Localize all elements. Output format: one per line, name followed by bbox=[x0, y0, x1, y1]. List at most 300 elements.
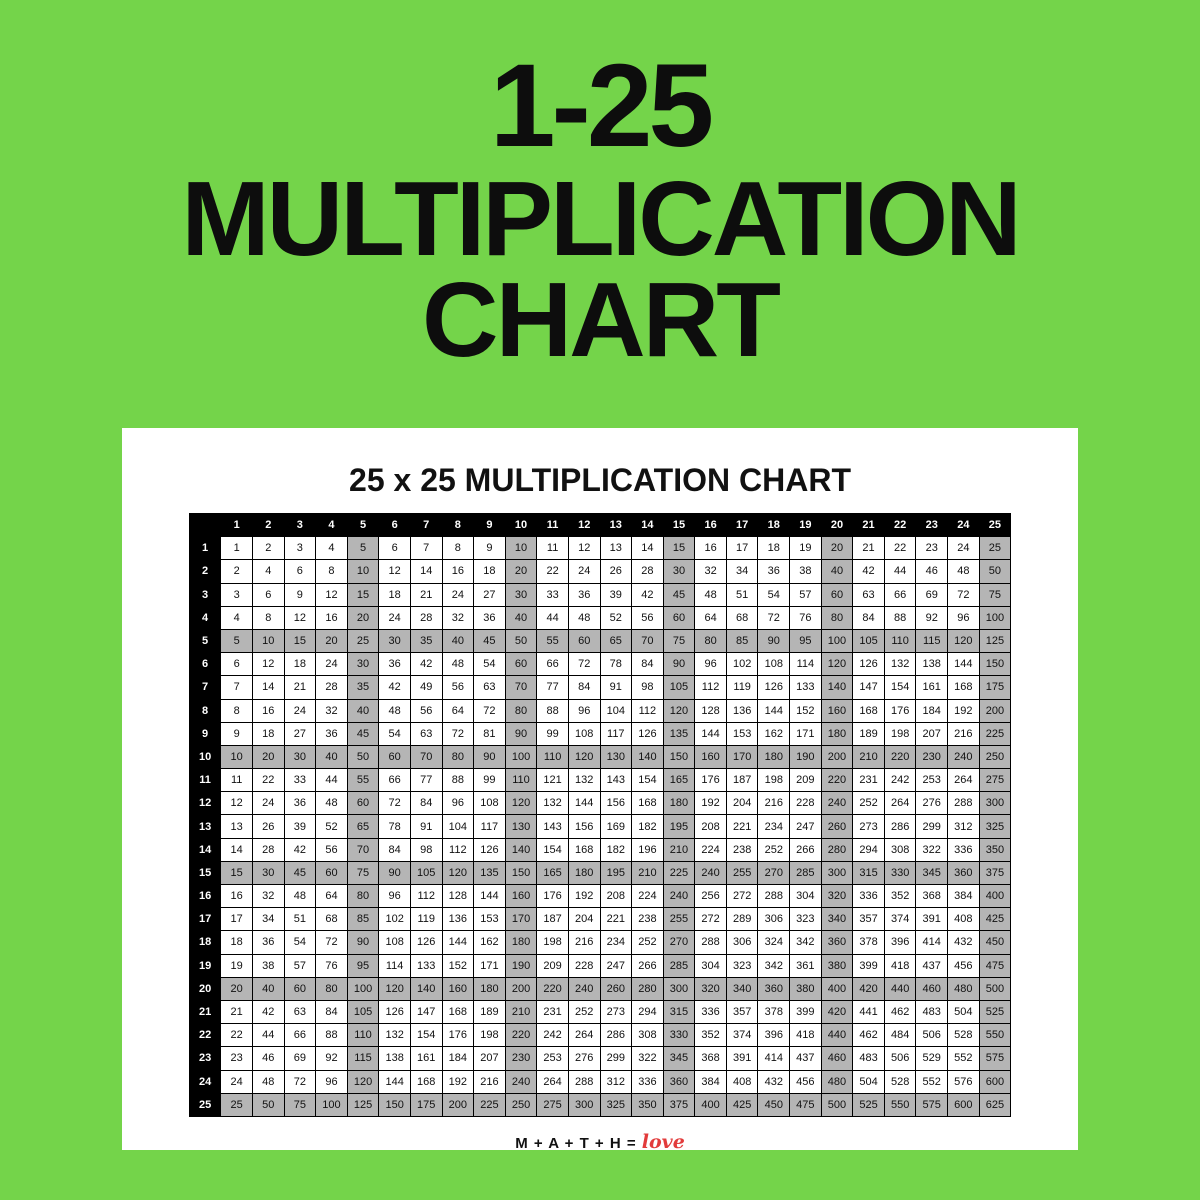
table-cell: 350 bbox=[632, 1093, 664, 1116]
table-cell: 75 bbox=[979, 583, 1011, 606]
table-cell: 242 bbox=[537, 1024, 569, 1047]
table-cell: 48 bbox=[948, 560, 980, 583]
table-cell: 140 bbox=[410, 977, 442, 1000]
table-cell: 13 bbox=[221, 815, 253, 838]
table-cell: 45 bbox=[474, 629, 506, 652]
table-cell: 108 bbox=[379, 931, 411, 954]
table-cell: 18 bbox=[284, 653, 316, 676]
table-cell: 12 bbox=[252, 653, 284, 676]
table-cell: 255 bbox=[726, 861, 758, 884]
table-cell: 234 bbox=[600, 931, 632, 954]
table-cell: 345 bbox=[663, 1047, 695, 1070]
table-cell: 180 bbox=[505, 931, 537, 954]
multiplication-table bbox=[189, 513, 1011, 1117]
table-cell: 14 bbox=[632, 537, 664, 560]
table-cell: 4 bbox=[221, 606, 253, 629]
table-cell: 132 bbox=[379, 1024, 411, 1047]
table-cell: 360 bbox=[758, 977, 790, 1000]
table-cell: 54 bbox=[379, 722, 411, 745]
table-cell: 42 bbox=[252, 1000, 284, 1023]
table-cell: 12 bbox=[379, 560, 411, 583]
table-row bbox=[189, 931, 1010, 954]
table-cell: 198 bbox=[537, 931, 569, 954]
table-cell: 42 bbox=[632, 583, 664, 606]
table-cell: 153 bbox=[726, 722, 758, 745]
table-cell: 120 bbox=[379, 977, 411, 1000]
table-cell: 357 bbox=[726, 1000, 758, 1023]
table-cell: 150 bbox=[505, 861, 537, 884]
table-cell: 204 bbox=[726, 792, 758, 815]
table-cell: 342 bbox=[790, 931, 822, 954]
table-cell: 475 bbox=[790, 1093, 822, 1116]
table-cell: 414 bbox=[916, 931, 948, 954]
table-cell: 462 bbox=[884, 1000, 916, 1023]
table-cell: 100 bbox=[979, 606, 1011, 629]
table-cell: 15 bbox=[663, 537, 695, 560]
table-cell: 276 bbox=[568, 1047, 600, 1070]
table-cell: 170 bbox=[726, 745, 758, 768]
table-cell: 105 bbox=[410, 861, 442, 884]
table-cell: 209 bbox=[790, 769, 822, 792]
table-cell: 216 bbox=[948, 722, 980, 745]
table-cell: 18 bbox=[252, 722, 284, 745]
headline-line-1: 1-25 bbox=[489, 40, 711, 172]
table-cell: 288 bbox=[948, 792, 980, 815]
table-cell: 221 bbox=[726, 815, 758, 838]
table-cell: 250 bbox=[505, 1093, 537, 1116]
multiplication-table-wrap bbox=[122, 513, 1078, 1117]
brand-footer bbox=[122, 1131, 1078, 1153]
table-row bbox=[189, 861, 1010, 884]
table-cell: 120 bbox=[663, 699, 695, 722]
table-cell: 91 bbox=[600, 676, 632, 699]
table-cell: 16 bbox=[695, 537, 727, 560]
table-cell: 160 bbox=[821, 699, 853, 722]
table-cell: 76 bbox=[790, 606, 822, 629]
table-row bbox=[189, 537, 1010, 560]
table-cell: 8 bbox=[442, 537, 474, 560]
table-cell: 176 bbox=[884, 699, 916, 722]
column-header: 10 bbox=[505, 514, 537, 537]
row-header: 1 bbox=[189, 537, 221, 560]
table-cell: 308 bbox=[632, 1024, 664, 1047]
row-header: 10 bbox=[189, 745, 221, 768]
table-cell: 24 bbox=[221, 1070, 253, 1093]
table-cell: 176 bbox=[442, 1024, 474, 1047]
table-cell: 22 bbox=[884, 537, 916, 560]
table-cell: 252 bbox=[758, 838, 790, 861]
table-cell: 270 bbox=[758, 861, 790, 884]
table-cell: 65 bbox=[600, 629, 632, 652]
table-cell: 21 bbox=[221, 1000, 253, 1023]
table-cell: 208 bbox=[695, 815, 727, 838]
table-cell: 121 bbox=[537, 769, 569, 792]
table-cell: 252 bbox=[632, 931, 664, 954]
table-cell: 104 bbox=[442, 815, 474, 838]
table-cell: 63 bbox=[474, 676, 506, 699]
table-cell: 36 bbox=[252, 931, 284, 954]
table-cell: 32 bbox=[442, 606, 474, 629]
table-cell: 40 bbox=[316, 745, 348, 768]
table-cell: 525 bbox=[853, 1093, 885, 1116]
table-row bbox=[189, 1093, 1010, 1116]
table-cell: 216 bbox=[474, 1070, 506, 1093]
table-cell: 28 bbox=[316, 676, 348, 699]
table-cell: 52 bbox=[316, 815, 348, 838]
column-header: 15 bbox=[663, 514, 695, 537]
table-cell: 336 bbox=[632, 1070, 664, 1093]
table-cell: 88 bbox=[442, 769, 474, 792]
table-cell: 315 bbox=[853, 861, 885, 884]
table-cell: 175 bbox=[979, 676, 1011, 699]
table-cell: 46 bbox=[252, 1047, 284, 1070]
table-cell: 120 bbox=[442, 861, 474, 884]
table-cell: 84 bbox=[632, 653, 664, 676]
table-cell: 200 bbox=[979, 699, 1011, 722]
table-cell: 48 bbox=[316, 792, 348, 815]
table-cell: 21 bbox=[853, 537, 885, 560]
table-cell: 12 bbox=[316, 583, 348, 606]
table-cell: 147 bbox=[410, 1000, 442, 1023]
table-cell: 1 bbox=[221, 537, 253, 560]
table-cell: 242 bbox=[884, 769, 916, 792]
table-cell: 231 bbox=[853, 769, 885, 792]
table-cell: 15 bbox=[347, 583, 379, 606]
table-cell: 90 bbox=[505, 722, 537, 745]
table-cell: 320 bbox=[695, 977, 727, 1000]
table-cell: 117 bbox=[474, 815, 506, 838]
table-cell: 72 bbox=[379, 792, 411, 815]
table-cell: 308 bbox=[884, 838, 916, 861]
table-cell: 162 bbox=[474, 931, 506, 954]
column-header: 25 bbox=[979, 514, 1011, 537]
table-cell: 209 bbox=[537, 954, 569, 977]
table-cell: 196 bbox=[632, 838, 664, 861]
table-cell: 266 bbox=[632, 954, 664, 977]
row-header: 5 bbox=[189, 629, 221, 652]
table-cell: 320 bbox=[821, 885, 853, 908]
table-cell: 70 bbox=[632, 629, 664, 652]
table-cell: 228 bbox=[568, 954, 600, 977]
table-cell: 184 bbox=[442, 1047, 474, 1070]
table-cell: 420 bbox=[821, 1000, 853, 1023]
table-cell: 480 bbox=[948, 977, 980, 1000]
table-cell: 132 bbox=[884, 653, 916, 676]
table-cell: 483 bbox=[853, 1047, 885, 1070]
table-cell: 130 bbox=[600, 745, 632, 768]
table-cell: 18 bbox=[474, 560, 506, 583]
table-cell: 44 bbox=[316, 769, 348, 792]
table-cell: 10 bbox=[221, 745, 253, 768]
table-cell: 208 bbox=[600, 885, 632, 908]
table-cell: 32 bbox=[695, 560, 727, 583]
table-cell: 180 bbox=[474, 977, 506, 1000]
table-cell: 322 bbox=[916, 838, 948, 861]
table-cell: 396 bbox=[884, 931, 916, 954]
table-cell: 69 bbox=[916, 583, 948, 606]
table-cell: 18 bbox=[758, 537, 790, 560]
row-header: 2 bbox=[189, 560, 221, 583]
table-cell: 100 bbox=[821, 629, 853, 652]
table-cell: 22 bbox=[537, 560, 569, 583]
table-cell: 77 bbox=[410, 769, 442, 792]
table-cell: 24 bbox=[284, 699, 316, 722]
table-cell: 600 bbox=[979, 1070, 1011, 1093]
table-cell: 128 bbox=[442, 885, 474, 908]
table-cell: 325 bbox=[979, 815, 1011, 838]
table-cell: 64 bbox=[316, 885, 348, 908]
table-cell: 288 bbox=[568, 1070, 600, 1093]
table-row bbox=[189, 1024, 1010, 1047]
table-cell: 60 bbox=[347, 792, 379, 815]
table-cell: 8 bbox=[316, 560, 348, 583]
table-cell: 23 bbox=[916, 537, 948, 560]
table-cell: 39 bbox=[600, 583, 632, 606]
table-cell: 425 bbox=[726, 1093, 758, 1116]
table-cell: 136 bbox=[726, 699, 758, 722]
table-cell: 112 bbox=[695, 676, 727, 699]
table-cell: 17 bbox=[221, 908, 253, 931]
table-cell: 80 bbox=[442, 745, 474, 768]
table-cell: 216 bbox=[758, 792, 790, 815]
row-header: 21 bbox=[189, 1000, 221, 1023]
row-header: 14 bbox=[189, 838, 221, 861]
table-cell: 19 bbox=[790, 537, 822, 560]
column-header: 9 bbox=[474, 514, 506, 537]
table-cell: 72 bbox=[474, 699, 506, 722]
table-cell: 18 bbox=[221, 931, 253, 954]
table-cell: 168 bbox=[853, 699, 885, 722]
table-cell: 12 bbox=[568, 537, 600, 560]
table-cell: 26 bbox=[600, 560, 632, 583]
table-cell: 48 bbox=[695, 583, 727, 606]
table-cell: 12 bbox=[221, 792, 253, 815]
table-row bbox=[189, 792, 1010, 815]
table-cell: 45 bbox=[663, 583, 695, 606]
table-cell: 23 bbox=[221, 1047, 253, 1070]
table-cell: 315 bbox=[663, 1000, 695, 1023]
table-cell: 189 bbox=[474, 1000, 506, 1023]
table-cell: 9 bbox=[221, 722, 253, 745]
table-cell: 210 bbox=[663, 838, 695, 861]
table-cell: 144 bbox=[442, 931, 474, 954]
table-cell: 225 bbox=[663, 861, 695, 884]
row-header: 25 bbox=[189, 1093, 221, 1116]
table-cell: 171 bbox=[474, 954, 506, 977]
table-cell: 128 bbox=[695, 699, 727, 722]
table-cell: 225 bbox=[474, 1093, 506, 1116]
table-cell: 312 bbox=[948, 815, 980, 838]
table-cell: 480 bbox=[821, 1070, 853, 1093]
table-cell: 120 bbox=[948, 629, 980, 652]
table-cell: 576 bbox=[948, 1070, 980, 1093]
table-cell: 120 bbox=[821, 653, 853, 676]
table-cell: 342 bbox=[758, 954, 790, 977]
column-header: 16 bbox=[695, 514, 727, 537]
table-cell: 34 bbox=[252, 908, 284, 931]
table-cell: 66 bbox=[379, 769, 411, 792]
table-cell: 225 bbox=[979, 722, 1011, 745]
table-cell: 126 bbox=[853, 653, 885, 676]
table-cell: 360 bbox=[663, 1070, 695, 1093]
table-cell: 189 bbox=[853, 722, 885, 745]
table-cell: 450 bbox=[979, 931, 1011, 954]
table-cell: 600 bbox=[948, 1093, 980, 1116]
table-cell: 105 bbox=[853, 629, 885, 652]
table-cell: 9 bbox=[474, 537, 506, 560]
table-cell: 21 bbox=[284, 676, 316, 699]
table-cell: 180 bbox=[821, 722, 853, 745]
brand-footer-text: M + A + T + H = bbox=[515, 1134, 637, 1152]
table-cell: 220 bbox=[884, 745, 916, 768]
table-cell: 456 bbox=[790, 1070, 822, 1093]
table-cell: 102 bbox=[726, 653, 758, 676]
table-cell: 306 bbox=[726, 931, 758, 954]
table-cell: 399 bbox=[853, 954, 885, 977]
table-cell: 54 bbox=[758, 583, 790, 606]
table-cell: 230 bbox=[916, 745, 948, 768]
table-cell: 38 bbox=[790, 560, 822, 583]
table-cell: 91 bbox=[410, 815, 442, 838]
table-cell: 48 bbox=[379, 699, 411, 722]
table-cell: 30 bbox=[505, 583, 537, 606]
table-cell: 220 bbox=[505, 1024, 537, 1047]
table-cell: 119 bbox=[410, 908, 442, 931]
column-header: 13 bbox=[600, 514, 632, 537]
table-cell: 20 bbox=[221, 977, 253, 1000]
table-cell: 361 bbox=[790, 954, 822, 977]
table-cell: 24 bbox=[316, 653, 348, 676]
table-cell: 6 bbox=[284, 560, 316, 583]
table-cell: 57 bbox=[284, 954, 316, 977]
table-cell: 15 bbox=[221, 861, 253, 884]
table-cell: 54 bbox=[284, 931, 316, 954]
table-cell: 323 bbox=[726, 954, 758, 977]
table-cell: 60 bbox=[316, 861, 348, 884]
table-cell: 190 bbox=[790, 745, 822, 768]
table-cell: 60 bbox=[505, 653, 537, 676]
table-cell: 120 bbox=[347, 1070, 379, 1093]
table-cell: 126 bbox=[410, 931, 442, 954]
table-cell: 25 bbox=[979, 537, 1011, 560]
table-cell: 440 bbox=[821, 1024, 853, 1047]
column-header: 4 bbox=[316, 514, 348, 537]
table-cell: 22 bbox=[221, 1024, 253, 1047]
table-cell: 40 bbox=[347, 699, 379, 722]
table-cell: 220 bbox=[821, 769, 853, 792]
row-header: 23 bbox=[189, 1047, 221, 1070]
table-cell: 207 bbox=[474, 1047, 506, 1070]
table-cell: 12 bbox=[284, 606, 316, 629]
table-cell: 368 bbox=[695, 1047, 727, 1070]
table-cell: 200 bbox=[505, 977, 537, 1000]
table-cell: 352 bbox=[695, 1024, 727, 1047]
table-cell: 418 bbox=[790, 1024, 822, 1047]
table-cell: 26 bbox=[252, 815, 284, 838]
table-cell: 380 bbox=[790, 977, 822, 1000]
table-cell: 57 bbox=[790, 583, 822, 606]
table-cell: 483 bbox=[916, 1000, 948, 1023]
row-header: 12 bbox=[189, 792, 221, 815]
table-cell: 195 bbox=[663, 815, 695, 838]
table-cell: 65 bbox=[347, 815, 379, 838]
brand-footer-script: love bbox=[641, 1130, 685, 1153]
table-cell: 96 bbox=[948, 606, 980, 629]
table-header bbox=[189, 514, 1010, 537]
table-cell: 240 bbox=[663, 885, 695, 908]
table-cell: 78 bbox=[379, 815, 411, 838]
table-cell: 120 bbox=[505, 792, 537, 815]
table-cell: 144 bbox=[695, 722, 727, 745]
table-cell: 36 bbox=[568, 583, 600, 606]
table-cell: 264 bbox=[537, 1070, 569, 1093]
table-row bbox=[189, 583, 1010, 606]
table-cell: 72 bbox=[758, 606, 790, 629]
table-cell: 336 bbox=[948, 838, 980, 861]
table-cell: 156 bbox=[600, 792, 632, 815]
table-cell: 456 bbox=[948, 954, 980, 977]
table-cell: 285 bbox=[790, 861, 822, 884]
table-cell: 384 bbox=[948, 885, 980, 908]
table-cell: 80 bbox=[505, 699, 537, 722]
table-cell: 24 bbox=[568, 560, 600, 583]
table-cell: 55 bbox=[347, 769, 379, 792]
table-cell: 440 bbox=[884, 977, 916, 1000]
table-cell: 30 bbox=[284, 745, 316, 768]
table-cell: 10 bbox=[252, 629, 284, 652]
table-cell: 16 bbox=[442, 560, 474, 583]
table-cell: 45 bbox=[284, 861, 316, 884]
table-cell: 391 bbox=[916, 908, 948, 931]
table-cell: 175 bbox=[410, 1093, 442, 1116]
column-header: 12 bbox=[568, 514, 600, 537]
table-cell: 160 bbox=[442, 977, 474, 1000]
table-cell: 50 bbox=[979, 560, 1011, 583]
table-cell: 88 bbox=[537, 699, 569, 722]
table-cell: 18 bbox=[379, 583, 411, 606]
table-cell: 48 bbox=[442, 653, 474, 676]
table-cell: 25 bbox=[221, 1093, 253, 1116]
table-cell: 304 bbox=[695, 954, 727, 977]
table-cell: 322 bbox=[632, 1047, 664, 1070]
table-cell: 30 bbox=[379, 629, 411, 652]
row-header: 3 bbox=[189, 583, 221, 606]
table-cell: 250 bbox=[979, 745, 1011, 768]
table-cell: 84 bbox=[853, 606, 885, 629]
table-cell: 48 bbox=[568, 606, 600, 629]
table-cell: 350 bbox=[979, 838, 1011, 861]
column-header: 21 bbox=[853, 514, 885, 537]
table-cell: 144 bbox=[758, 699, 790, 722]
table-cell: 160 bbox=[505, 885, 537, 908]
column-header: 17 bbox=[726, 514, 758, 537]
column-header: 11 bbox=[537, 514, 569, 537]
table-cell: 336 bbox=[695, 1000, 727, 1023]
column-header: 1 bbox=[221, 514, 253, 537]
table-cell: 161 bbox=[410, 1047, 442, 1070]
table-cell: 64 bbox=[442, 699, 474, 722]
table-cell: 84 bbox=[379, 838, 411, 861]
column-header: 22 bbox=[884, 514, 916, 537]
table-cell: 16 bbox=[252, 699, 284, 722]
table-cell: 90 bbox=[663, 653, 695, 676]
table-cell: 165 bbox=[663, 769, 695, 792]
table-cell: 264 bbox=[568, 1024, 600, 1047]
table-cell: 95 bbox=[790, 629, 822, 652]
table-cell: 150 bbox=[379, 1093, 411, 1116]
table-cell: 85 bbox=[347, 908, 379, 931]
table-cell: 110 bbox=[884, 629, 916, 652]
